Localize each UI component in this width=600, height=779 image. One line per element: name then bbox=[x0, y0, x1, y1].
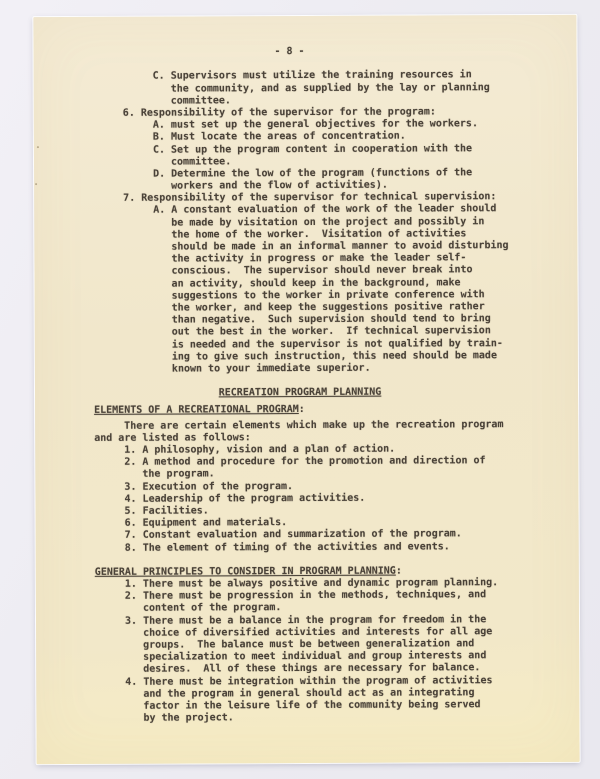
text-line: 1. A philosophy, vision and a plan of action. bbox=[124, 443, 396, 456]
text-line: and the program in general should act as an integrating bbox=[143, 687, 475, 700]
text-line: 3. Execution of the program. bbox=[124, 480, 294, 493]
text-line: out the best in the worker. If technical supervision bbox=[171, 325, 491, 338]
text-line: committee. bbox=[170, 95, 231, 107]
text-line: content of the program. bbox=[142, 602, 282, 615]
text-line: the program. bbox=[142, 468, 215, 481]
text-line: D. Determine the low of the program (functions of the bbox=[153, 167, 473, 180]
underlined-heading-text: RECREATION PROGRAM PLANNING bbox=[218, 386, 382, 399]
text-line: known to your immediate superior. bbox=[171, 362, 371, 375]
text-line: 6. Responsibility of the supervisor for the program: bbox=[122, 106, 436, 119]
text-line: the community, and as supplied by the lay or planning bbox=[170, 81, 490, 95]
text-line: committee. bbox=[170, 156, 232, 168]
text-line: 4. There must be integration within the program of activities bbox=[125, 674, 493, 688]
text-line: choice of diversified activities and interests for all age bbox=[143, 626, 493, 639]
text-line: the worker, and keep the suggestions positive rather bbox=[171, 301, 485, 314]
text-line: B. Must locate the areas of concentration. bbox=[152, 130, 406, 143]
text-line: specialization to meet individual and group interests and bbox=[143, 650, 487, 663]
text-line: ELEMENTS OF A RECREATIONAL PROGRAM: bbox=[94, 404, 305, 417]
document-page bbox=[33, 15, 579, 764]
text-line: conscious. The supervisor should never break into bbox=[171, 264, 473, 277]
text-line: an activity, should keep in the background, make bbox=[171, 276, 461, 290]
text-line: than negative. Such supervision should tend to bring bbox=[171, 313, 491, 326]
text-line: GENERAL PRINCIPLES TO CONSIDER IN PROGRAM PLANNING: bbox=[94, 565, 402, 578]
underlined-heading-text: ELEMENTS OF A RECREATIONAL PROGRAM bbox=[94, 404, 299, 417]
paper-speck bbox=[35, 183, 37, 185]
text-line: suggestions to the worker in private conference with bbox=[171, 288, 485, 302]
text-line: 8. The element of timing of the activities and events. bbox=[124, 540, 450, 554]
text-line: 2. A method and procedure for the promotion and direction of bbox=[124, 455, 486, 468]
text-line: 1. There must be always positive and dynamic program planning. bbox=[124, 577, 499, 590]
paper-speck bbox=[37, 146, 39, 148]
text-line: 2. There must be progression in the methods, techniques, and bbox=[124, 589, 487, 603]
text-line: workers and the flow of activities). bbox=[171, 179, 388, 192]
text-line: C. Supervisors must utilize the training resources in bbox=[152, 69, 472, 83]
text-line bbox=[94, 386, 506, 400]
text-line: There are certain elements which make up the recreation program bbox=[124, 418, 504, 432]
text-line: 4. Leadership of the program activities. bbox=[124, 492, 366, 505]
text-line: 6. Equipment and materials. bbox=[124, 517, 288, 529]
text-line: be made by visitation on the project and possibly in bbox=[171, 215, 485, 229]
text-line: desires. All of these things are necessary for balance. bbox=[143, 662, 481, 676]
text-line: the activity in progress or make the leader self- bbox=[171, 252, 467, 265]
text-line: by the project. bbox=[143, 712, 234, 724]
text-line: groups. The balance must be between generalization and bbox=[143, 638, 475, 651]
text-line: is needed and the supervisor is not qualified by train- bbox=[171, 337, 503, 351]
text-line: 3. There must be a balance in the program for freedom in the bbox=[124, 613, 487, 627]
text-line: and are listed as follows: bbox=[94, 432, 251, 444]
text-line: A. must set up the general objectives for the workers. bbox=[152, 118, 478, 131]
text-line: the home of the worker. Visitation of activities bbox=[171, 228, 467, 241]
page-number: - 8 - bbox=[274, 46, 305, 58]
text-line: 7. Responsibility of the supervisor for technical supervision: bbox=[123, 191, 497, 205]
text-line: A. A constant evaluation of the work of the leader should bbox=[153, 203, 497, 217]
underlined-heading-text: GENERAL PRINCIPLES TO CONSIDER IN PROGRAM PLANNING bbox=[94, 565, 396, 578]
text-line: 5. Facilities. bbox=[124, 505, 209, 517]
text-line: should be made in an informal manner to avoid disturbing bbox=[171, 240, 509, 253]
text-line: C. Set up the program content in cooperation with the bbox=[152, 142, 473, 156]
text-line: 7. Constant evaluation and summarization of the program. bbox=[124, 528, 462, 542]
text-line: ing to give such instruction, this need should be made bbox=[171, 349, 497, 363]
page-body bbox=[93, 69, 546, 725]
text-line: factor in the leisure life of the community being served bbox=[143, 699, 481, 712]
